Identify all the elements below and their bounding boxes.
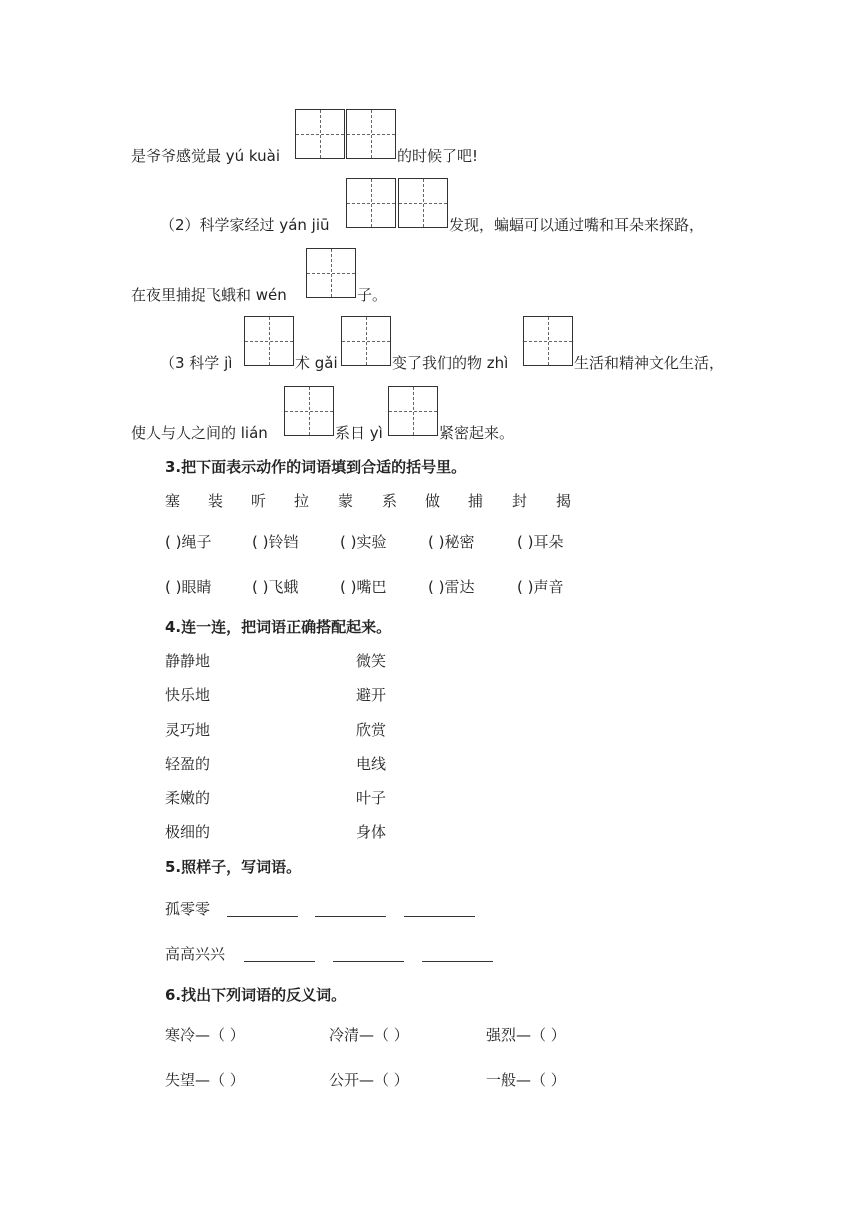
fill-line-5-pre: 使人与人之间的 lián — [131, 424, 268, 442]
fill-line-1-pre: 是爷爷感觉最 yú kuài — [131, 147, 281, 165]
answer-blank[interactable] — [422, 946, 493, 962]
antonym-item[interactable]: 寒冷—（ ） — [165, 1026, 245, 1044]
fill-line-3-pre: 在夜里捕捉飞蛾和 wén — [131, 286, 287, 304]
answer-blank[interactable] — [315, 901, 386, 917]
fill-bracket-item[interactable]: ( )声音 — [517, 578, 564, 596]
q3-title: 3.把下面表示动作的词语填到合适的括号里。 — [165, 458, 467, 476]
match-left-item[interactable]: 快乐地 — [165, 686, 211, 704]
fill-line-1-post: 的时候了吧! — [397, 147, 479, 165]
antonym-item[interactable]: 公开—（ ） — [329, 1071, 409, 1089]
verb-word: 塞 — [165, 492, 181, 510]
verb-word: 封 — [512, 492, 528, 510]
verb-word: 装 — [208, 492, 224, 510]
verb-word: 听 — [251, 492, 267, 510]
antonym-item[interactable]: 冷清—（ ） — [329, 1026, 409, 1044]
match-right-item[interactable]: 身体 — [356, 823, 387, 841]
match-right-item[interactable]: 微笑 — [356, 652, 387, 670]
char-box[interactable] — [244, 316, 294, 366]
verb-word: 系 — [382, 492, 398, 510]
fill-bracket-item[interactable]: ( )铃铛 — [252, 533, 299, 551]
fill-bracket-item[interactable]: ( )耳朵 — [517, 533, 564, 551]
fill-bracket-item[interactable]: ( )实验 — [340, 533, 387, 551]
char-box[interactable] — [523, 316, 573, 366]
fill-line-4-mid2: 变了我们的物 zhì — [392, 354, 509, 372]
fill-line-4-mid1: 术 gǎi — [295, 354, 338, 372]
answer-blank[interactable] — [227, 901, 298, 917]
antonym-item[interactable]: 强烈—（ ） — [486, 1026, 566, 1044]
char-box[interactable] — [284, 386, 334, 436]
match-right-item[interactable]: 叶子 — [356, 789, 387, 807]
match-left-item[interactable]: 极细的 — [165, 823, 211, 841]
fill-line-5-mid: 系日 yì — [335, 424, 383, 442]
answer-blank[interactable] — [404, 901, 475, 917]
char-box[interactable] — [398, 178, 448, 228]
verb-word: 捕 — [468, 492, 484, 510]
fill-line-4-post: 生活和精神文化生活， — [574, 354, 725, 372]
fill-bracket-item[interactable]: ( )眼睛 — [165, 578, 212, 596]
match-left-item[interactable]: 轻盈的 — [165, 755, 211, 773]
q6-title: 6.找出下列词语的反义词。 — [165, 986, 347, 1004]
fill-line-2-pre: （2）科学家经过 yán jiū — [160, 216, 330, 234]
antonym-item[interactable]: 一般—（ ） — [486, 1071, 566, 1089]
char-box[interactable] — [295, 109, 345, 159]
match-left-item[interactable]: 灵巧地 — [165, 721, 211, 739]
verb-word: 揭 — [556, 492, 572, 510]
match-right-item[interactable]: 避开 — [356, 686, 387, 704]
fill-bracket-item[interactable]: ( )秘密 — [428, 533, 475, 551]
example-word: 高高兴兴 — [165, 945, 226, 963]
fill-bracket-item[interactable]: ( )嘴巴 — [340, 578, 387, 596]
match-left-item[interactable]: 柔嫩的 — [165, 789, 211, 807]
verb-word: 拉 — [294, 492, 310, 510]
char-box[interactable] — [306, 248, 356, 298]
fill-bracket-item[interactable]: ( )飞蛾 — [252, 578, 299, 596]
char-box[interactable] — [346, 109, 396, 159]
fill-bracket-item[interactable]: ( )雷达 — [428, 578, 475, 596]
example-word: 孤零零 — [165, 900, 211, 918]
q5-title: 5.照样子，写词语。 — [165, 858, 302, 876]
fill-line-2-post: 发现，蝙蝠可以通过嘴和耳朵来探路， — [449, 216, 705, 234]
match-left-item[interactable]: 静静地 — [165, 652, 211, 670]
q4-title: 4.连一连，把词语正确搭配起来。 — [165, 618, 392, 636]
match-right-item[interactable]: 电线 — [356, 755, 387, 773]
verb-word: 蒙 — [338, 492, 354, 510]
fill-line-4-pre: （3 科学 jì — [160, 354, 233, 372]
fill-bracket-item[interactable]: ( )绳子 — [165, 533, 212, 551]
match-right-item[interactable]: 欣赏 — [356, 721, 387, 739]
antonym-item[interactable]: 失望—（ ） — [165, 1071, 245, 1089]
fill-line-3-post: 子。 — [357, 286, 388, 304]
answer-blank[interactable] — [244, 946, 315, 962]
verb-word: 做 — [425, 492, 441, 510]
char-box[interactable] — [346, 178, 396, 228]
char-box[interactable] — [341, 316, 391, 366]
fill-line-5-post: 紧密起来。 — [439, 424, 515, 442]
char-box[interactable] — [388, 386, 438, 436]
answer-blank[interactable] — [333, 946, 404, 962]
